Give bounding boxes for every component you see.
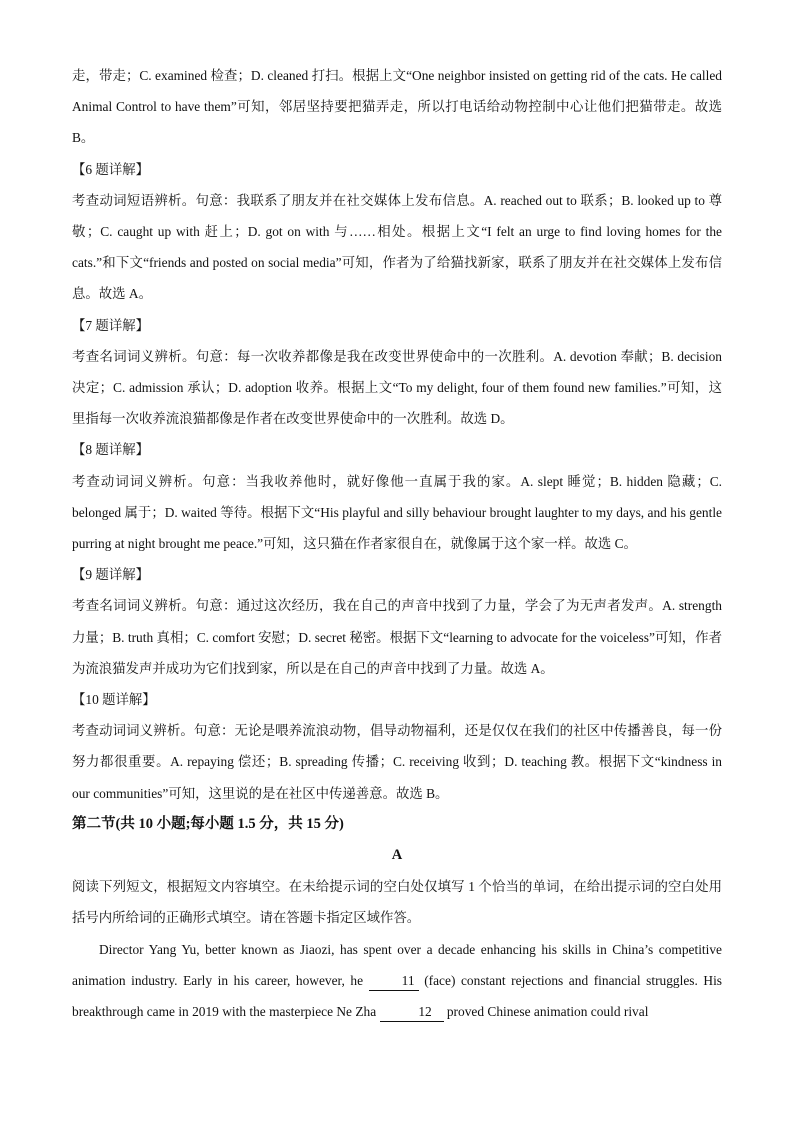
q10-explanation: 考查动词词义辨析。句意：无论是喂养流浪动物，倡导动物福利，还是仅仅在我们的社区中传播善良，每一份努力都很重要。A. repaying 偿还；B. spreading 传播；C. receiving 收到；D. teaching 教。根据下文“kindness in our communities”可知，这里说的是在社区中传递善意。故选 B。 <box>72 723 722 801</box>
part-title: A <box>391 847 403 864</box>
q5-explanation-tail: 走，带走；C. examined 检查；D. cleaned 打扫。根据上文“One neighbor insisted on getting rid of the cats. He called Animal Control to have them”可知，邻居坚持要把猫弄走，所以打电话给动物控制中心让他们把猫带走。故选 B。 <box>72 68 722 146</box>
q6-heading: 【6 题详解】 <box>72 161 149 177</box>
q9-explanation: 考查名词词义辨析。句意：通过这次经历，我在自己的声音中找到了力量，学会了为无声者发声。A. strength 力量；B. truth 真相；C. comfort 安慰；D. secret 秘密。根据下文“learning to advocate for the voiceless”可知，作者为流浪猫发声并成功为它们找到家，所以是在自己的声音中找到了力量。故选 A。 <box>72 598 722 676</box>
blank-12: 12 <box>380 1003 444 1022</box>
passage-text: proved Chinese animation could rival <box>443 1004 649 1020</box>
blank-11: 11 <box>369 972 419 991</box>
q8-explanation: 考查动词词义辨析。句意：当我收养他时，就好像他一直属于我的家。A. slept 睡觉；B. hidden 隐藏；C. belonged 属于；D. waited 等待。根据下文“His playful and silly behaviour brought laughter to my days, and his gentle purring at night brought me peace.”可知，这只猫在作者家很自在，就像属于这个家一样。故选 C。 <box>72 473 722 552</box>
passage-text: (face) constant rejections and financial struggles. His breakthrough came in 2019 with the masterpiece Ne Zha <box>72 972 723 1020</box>
q6-explanation: 考查动词短语辨析。句意：我联系了朋友并在社交媒体上发布信息。A. reached out to 联系；B. looked up to 尊敬；C. caught up with 赶上；D. got on with 与……相处。根据上文“I felt an urge to find loving homes for the cats.”和下文“friends and posted on social media”可知，作者为了给猫找新家，联系了朋友并在社交媒体上发布信息。故选 A。 <box>72 192 722 302</box>
section-title: 第二节(共 10 小题;每小题 1.5 分，共 15 分) <box>72 815 344 832</box>
q7-heading: 【7 题详解】 <box>72 317 149 333</box>
passage-text: Director Yang Yu, better known as Jiaozi, has spent over a decade enhancing his skills in China’s competitive animation industry. Early in his career, however, he <box>72 941 722 988</box>
q9-heading: 【9 题详解】 <box>72 567 149 583</box>
q7-explanation: 考查名词词义辨析。句意：每一次收养都像是我在改变世界使命中的一次胜利。A. devotion 奉献；B. decision 决定；C. admission 承认；D. adoption 收养。根据上文“To my delight, four of them found new families.”可知，这里指每一次收养流浪猫都像是作者在改变世界使命中的一次胜利。故选 D。 <box>72 348 722 427</box>
reading-passage <box>72 934 722 1028</box>
document-page <box>72 60 722 1027</box>
q10-heading: 【10 题详解】 <box>72 692 156 708</box>
section-instructions: 阅读下列短文，根据短文内容填空。在未给提示词的空白处仅填写 1 个恰当的单词，在给出提示词的空白处用括号内所给词的正确形式填空。请在答题卡指定区域作答。 <box>72 879 722 926</box>
q8-heading: 【8 题详解】 <box>72 442 149 458</box>
